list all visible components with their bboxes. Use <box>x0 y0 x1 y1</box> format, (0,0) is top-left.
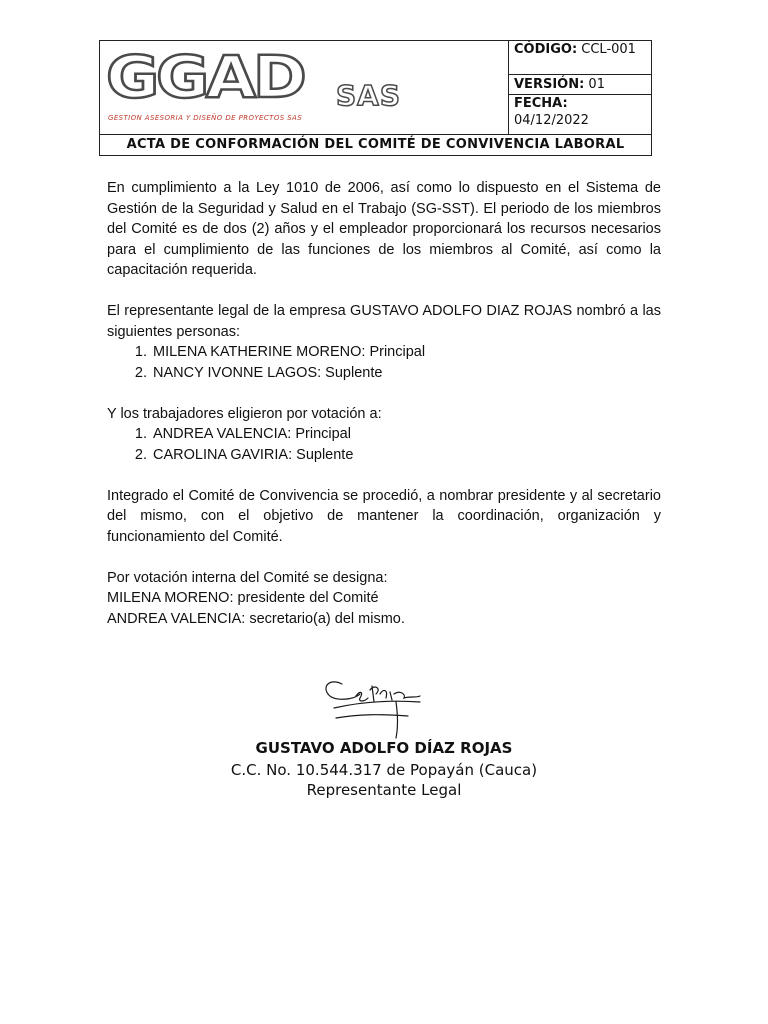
signer-id: C.C. No. 10.544.317 de Popayán (Cauca) <box>230 761 538 779</box>
designation-paragraph <box>107 568 661 630</box>
signer-role: Representante Legal <box>306 781 462 799</box>
committee-paragraph: Integrado el Comité de Convivencia se procedió, a nombrar presidente y al secretario del mismo, con el objetivo de mantener la coordinación, organización y funcionamiento del Comité. <box>107 487 661 545</box>
document-header-table <box>99 40 652 156</box>
list-item: 1. ANDREA VALENCIA: Principal <box>151 424 661 445</box>
handwritten-signature <box>320 672 430 740</box>
list-item: 1. MILENA KATHERINE MORENO: Principal <box>151 342 661 363</box>
worker-members-list <box>107 424 661 465</box>
intro-paragraph: En cumplimiento a la Ley 1010 de 2006, así como lo dispuesto en el Sistema de Gestión de la Seguridad y Salud en el Trabajo (SG-SST). El periodo de los miembros del Comité es de dos (2) años y el empleador proporcionará los recursos necesarios para el cumplimiento de las funciones de los miembros al Comité, así como la capacitación requerida. <box>107 180 661 278</box>
company-logo <box>100 41 509 134</box>
version-cell <box>509 75 651 95</box>
version-label: VERSIÓN: <box>514 77 585 92</box>
list-item: 2. NANCY IVONNE LAGOS: Suplente <box>151 363 661 384</box>
fecha-label: FECHA: <box>514 96 568 111</box>
legal-rep-paragraph: El representante legal de la empresa GUSTAVO ADOLFO DIAZ ROJAS nombró a las siguientes personas: <box>107 303 661 340</box>
list-item: 2. CAROLINA GAVIRIA: Suplente <box>151 445 661 466</box>
version-value: 01 <box>588 77 605 92</box>
document-title: ACTA DE CONFORMACIÓN DEL COMITÉ DE CONVIVENCIA LABORAL <box>100 134 651 155</box>
document-info <box>509 41 651 134</box>
designation-intro: Por votación interna del Comité se designa: <box>107 569 388 586</box>
document-body <box>107 178 661 650</box>
president-line: MILENA MORENO: presidente del Comité <box>107 590 379 606</box>
fecha-value: 04/12/2022 <box>514 113 589 128</box>
logo-wordmark: GGAD <box>106 43 304 111</box>
logo-tagline: GESTION ASESORIA Y DISEÑO DE PROYECTOS SAS <box>108 114 303 122</box>
signer-name: GUSTAVO ADOLFO DÍAZ ROJAS <box>255 739 513 757</box>
workers-vote-paragraph: Y los trabajadores eligieron por votación a: <box>107 405 382 422</box>
codigo-label: CÓDIGO: <box>514 42 578 57</box>
logo-suffix: SAS <box>336 79 402 112</box>
employer-members-list <box>107 342 661 383</box>
codigo-value: CCL-001 <box>581 42 636 57</box>
secretary-line: ANDREA VALENCIA: secretario(a) del mismo. <box>107 610 405 627</box>
codigo-cell <box>509 41 651 75</box>
fecha-cell <box>509 95 651 134</box>
